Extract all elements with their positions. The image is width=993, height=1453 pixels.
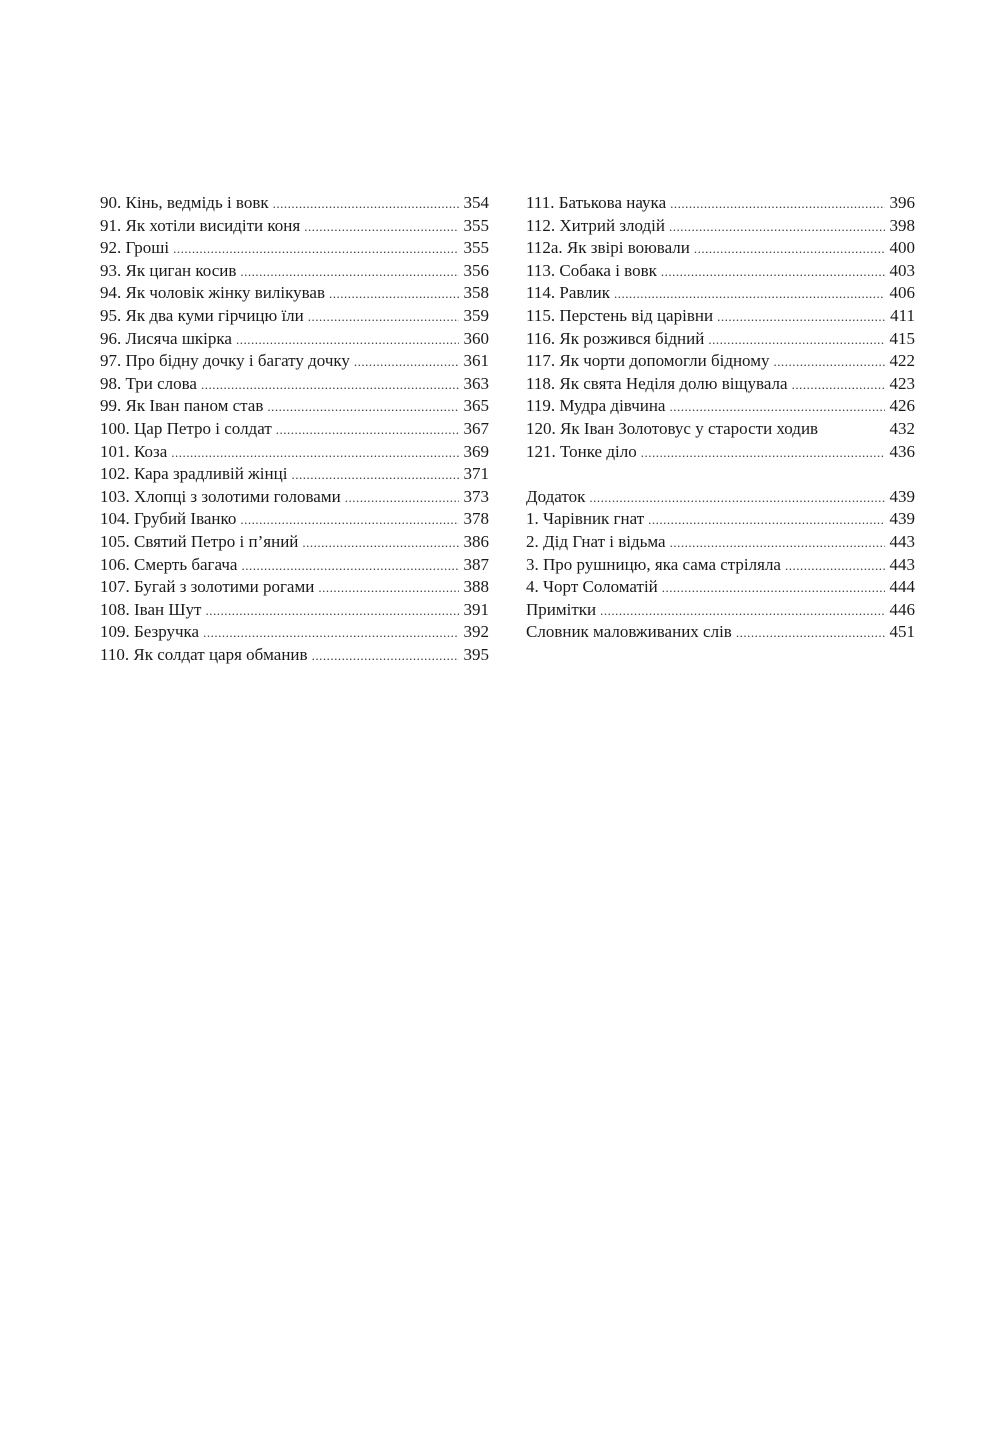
dot-leader	[670, 193, 884, 215]
toc-entry-title: 117. Як чорти допомогли бідному	[526, 351, 770, 371]
dot-leader	[203, 622, 458, 644]
toc-entry-page: 361	[463, 351, 489, 371]
toc-entry	[100, 576, 489, 599]
toc-entry-title: 111. Батькова наука	[526, 193, 667, 212]
dot-leader	[661, 261, 885, 283]
section-spacer	[526, 463, 915, 486]
dot-leader	[291, 464, 458, 486]
dot-leader	[600, 600, 884, 622]
toc-entry-page: 426	[889, 396, 915, 416]
dot-leader	[717, 306, 885, 328]
toc-entry-page: 403	[889, 260, 915, 280]
dot-leader	[236, 329, 459, 351]
toc-entry-title: 115. Перстень від царівни	[526, 305, 714, 325]
toc-entry-title: 108. Іван Шут	[100, 599, 202, 619]
toc-right-column	[526, 192, 915, 644]
toc-entry	[526, 373, 915, 396]
toc-entry	[100, 328, 489, 351]
toc-entry-page: 392	[463, 622, 489, 642]
dot-leader	[708, 329, 884, 351]
toc-entry	[526, 599, 915, 622]
toc-entry	[100, 644, 489, 667]
toc-entry	[526, 282, 915, 305]
toc-entry-page: 386	[463, 531, 489, 551]
toc-entry-page: 423	[889, 373, 915, 393]
toc-entry	[100, 237, 489, 260]
toc-entry-title: 119. Мудра дівчина	[526, 396, 666, 416]
toc-entry-page: 356	[463, 260, 489, 280]
toc-entry-title: 113. Собака і вовк	[526, 260, 657, 280]
toc-entry-page: 436	[889, 441, 915, 461]
toc-entry	[526, 576, 915, 599]
toc-entry	[526, 215, 915, 238]
toc-entry-page: 396	[889, 193, 915, 212]
toc-entry-page: 398	[889, 215, 915, 235]
toc-entry-title: 99. Як Іван паном став	[100, 396, 264, 416]
dot-leader	[302, 532, 458, 554]
toc-entry-page: 365	[463, 396, 489, 416]
dot-leader	[240, 261, 458, 283]
toc-entry	[526, 328, 915, 351]
toc-entry-page: 371	[463, 464, 489, 484]
toc-entry-title: 107. Бугай з золотими рогами	[100, 577, 315, 597]
toc-entry	[100, 531, 489, 554]
toc-entry-page: 378	[463, 509, 489, 529]
toc-entry	[100, 441, 489, 464]
toc-entry	[526, 621, 915, 644]
dot-leader	[308, 306, 459, 328]
toc-entry	[526, 192, 915, 215]
toc-entry	[100, 418, 489, 441]
toc-entry	[100, 350, 489, 373]
toc-entry-title: Словник маловживаних слів	[526, 622, 732, 642]
toc-entry	[526, 305, 915, 328]
toc-entry-title: 114. Равлик	[526, 283, 611, 303]
toc-entry	[100, 305, 489, 328]
toc-entry-page: 355	[463, 238, 489, 258]
toc-entry-page: 358	[463, 283, 489, 303]
dot-leader	[273, 193, 459, 215]
toc-entry-title: 120. Як Іван Золотовус у старости ходив	[526, 418, 819, 438]
toc-entry-title: 90. Кінь, ведмідь і вовк	[100, 193, 269, 212]
toc-entry-title: 102. Кара зрадливій жінці	[100, 464, 288, 484]
toc-entry	[100, 192, 489, 215]
toc-entry	[100, 373, 489, 396]
toc-entry-page: 443	[889, 531, 915, 551]
dot-leader	[267, 396, 458, 418]
toc-entry-page: 422	[889, 351, 915, 371]
toc-entry-title: Примітки	[526, 599, 597, 619]
dot-leader	[774, 351, 885, 373]
toc-entry-page: 446	[889, 599, 915, 619]
dot-leader	[240, 509, 458, 531]
toc-entry-page: 439	[889, 486, 915, 506]
toc-entry-page: 395	[463, 644, 489, 664]
dot-leader	[345, 487, 459, 509]
dot-leader	[205, 600, 458, 622]
dot-leader	[171, 442, 458, 464]
dot-leader	[276, 419, 459, 441]
toc-entry-title: 109. Безручка	[100, 622, 200, 642]
toc-entry-title: 118. Як свята Неділя долю віщувала	[526, 373, 788, 393]
toc-entry-page: 388	[463, 577, 489, 597]
dot-leader	[648, 509, 884, 531]
toc-entry	[526, 508, 915, 531]
toc-entry-page: 360	[463, 328, 489, 348]
toc-entry-page: 443	[889, 554, 915, 574]
toc-entry-title: 112а. Як звірі воювали	[526, 238, 690, 258]
dot-leader	[329, 283, 459, 305]
dot-leader	[785, 555, 885, 577]
toc-entry	[526, 554, 915, 577]
toc-entry	[526, 418, 915, 441]
toc-entry	[526, 237, 915, 260]
toc-entry-page: 451	[889, 622, 915, 642]
toc-entry-title: 95. Як два куми гірчицю їли	[100, 305, 304, 325]
toc-entry-title: 112. Хитрий злодій	[526, 215, 666, 235]
dot-leader	[669, 216, 884, 238]
toc-entry-page: 355	[463, 215, 489, 235]
toc-entry-title: 98. Три слова	[100, 373, 197, 393]
toc-entry	[526, 395, 915, 418]
dot-leader	[241, 555, 458, 577]
toc-entry-page: 391	[463, 599, 489, 619]
dot-leader	[354, 351, 459, 373]
toc-entry-title: 2. Дід Гнат і відьма	[526, 531, 666, 551]
toc-entry-page: 415	[889, 328, 915, 348]
toc-entry-title: 4. Чорт Соломатій	[526, 577, 658, 597]
toc-entry	[100, 508, 489, 531]
toc-entry-title: 103. Хлопці з золотими головами	[100, 486, 341, 506]
dot-leader	[670, 532, 885, 554]
toc-entry-page: 354	[463, 193, 489, 212]
toc-entry-title: 110. Як солдат царя обманив	[100, 644, 308, 664]
toc-entry-title: 92. Гроші	[100, 238, 170, 258]
toc-entry-page: 439	[889, 509, 915, 529]
toc-entry-page: 367	[463, 418, 489, 438]
dot-leader	[662, 577, 885, 599]
toc-entry	[100, 282, 489, 305]
toc-entry-title: 101. Коза	[100, 441, 168, 461]
toc-entry	[100, 215, 489, 238]
toc-entry	[526, 531, 915, 554]
dot-leader	[173, 238, 458, 260]
toc-entry	[526, 441, 915, 464]
toc-entry-title: 94. Як чоловік жінку вилікував	[100, 283, 325, 303]
toc-entry-page: 359	[463, 305, 489, 325]
dot-leader	[201, 374, 459, 396]
toc-entry	[526, 486, 915, 509]
toc-entry-title: 93. Як циган косив	[100, 260, 237, 280]
toc-entry	[526, 260, 915, 283]
dot-leader	[669, 396, 884, 418]
toc-entry	[526, 350, 915, 373]
toc-entry-page: 432	[889, 418, 915, 438]
toc-entry-title: 100. Цар Петро і солдат	[100, 418, 272, 438]
dot-leader	[792, 374, 885, 396]
dot-leader	[641, 442, 885, 464]
toc-entry-title: 104. Грубий Іванко	[100, 509, 237, 529]
dot-leader	[736, 622, 885, 644]
toc-entry-page: 444	[889, 577, 915, 597]
toc-entry-title: 121. Тонке діло	[526, 441, 637, 461]
toc-entry-page: 400	[889, 238, 915, 258]
toc-entry-title: 116. Як розжився бідний	[526, 328, 705, 348]
dot-leader	[304, 216, 458, 238]
toc-entry-title: 97. Про бідну дочку і багату дочку	[100, 351, 350, 371]
toc-entry-title: 105. Святий Петро і п’яний	[100, 531, 299, 551]
toc-entry	[100, 260, 489, 283]
toc-entry	[100, 599, 489, 622]
toc-entry-title: Додаток	[526, 486, 586, 506]
toc-entry-page: 373	[463, 486, 489, 506]
toc-entry-page: 363	[463, 373, 489, 393]
toc-entry	[100, 486, 489, 509]
toc-entry-page: 411	[890, 305, 915, 325]
toc-entry-title: 106. Смерть багача	[100, 554, 238, 574]
toc-left-column	[100, 192, 489, 666]
toc-entry-page: 387	[463, 554, 489, 574]
toc-entry-title: 96. Лисяча шкірка	[100, 328, 232, 348]
toc-entry	[100, 395, 489, 418]
toc-entry-title: 1. Чарівник гнат	[526, 509, 645, 529]
dot-leader	[694, 238, 885, 260]
dot-leader	[318, 577, 458, 599]
toc-entry-page: 369	[463, 441, 489, 461]
toc-entry-page: 406	[889, 283, 915, 303]
toc-entry	[100, 621, 489, 644]
toc-entry-title: 91. Як хотіли висидіти коня	[100, 215, 301, 235]
dot-leader	[312, 645, 459, 667]
dot-leader	[589, 487, 884, 509]
toc-entry	[100, 554, 489, 577]
dot-leader	[614, 283, 884, 305]
toc-entry	[100, 463, 489, 486]
toc-entry-title: 3. Про рушницю, яка сама стріляла	[526, 554, 781, 574]
